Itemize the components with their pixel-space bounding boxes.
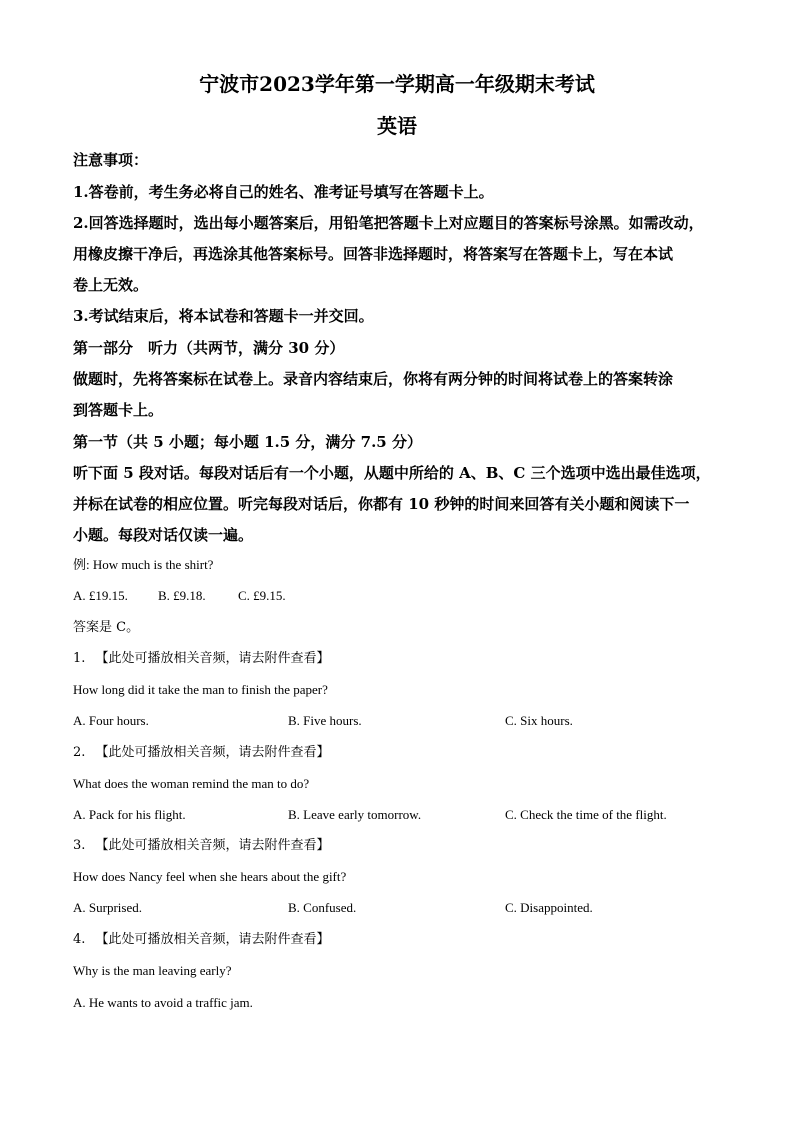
question-2-option-b: B. Leave early tomorrow. (288, 807, 422, 822)
question-number: 4. (73, 932, 86, 947)
example-question: 例: How much is the shirt? (73, 557, 214, 572)
question-2-option-c: C. Check the time of the flight. (505, 807, 667, 822)
question-3-text: How does Nancy feel when she hears about the gift? (73, 869, 347, 884)
part1-intro: 做题时，先将答案标在试卷上。录音内容结束后，你将有两分钟的时间将试卷上的答案转涂 (73, 370, 674, 388)
audio-link[interactable]: 【此处可播放相关音频，请去附件查看】 (95, 838, 330, 853)
part1-intro-cont: 到答题卡上。 (73, 401, 164, 419)
question-3-option-b: B. Confused. (288, 900, 357, 915)
notice-item-1: 1.答卷前，考生务必将自己的姓名、准考证号填写在答题卡上。 (73, 183, 494, 201)
question-1-option-a: A. Four hours. (73, 713, 149, 728)
question-number: 2. (73, 745, 86, 760)
notice-item-3: 3.考试结束后，将本试卷和答题卡一并交回。 (73, 307, 374, 325)
question-1-header (73, 651, 330, 667)
audio-link[interactable]: 【此处可播放相关音频，请去附件查看】 (95, 651, 330, 666)
section1-instructions: 听下面 5 段对话。每段对话后有一个小题，从题中所给的 A、B、C 三个选项中选出最佳选项， (73, 464, 711, 482)
question-2-option-a: A. Pack for his flight. (73, 807, 186, 822)
question-4-option-a: A. He wants to avoid a traffic jam. (73, 995, 253, 1010)
audio-link[interactable]: 【此处可播放相关音频，请去附件查看】 (95, 932, 330, 947)
question-1-option-b: B. Five hours. (288, 713, 362, 728)
audio-link[interactable]: 【此处可播放相关音频，请去附件查看】 (95, 745, 330, 760)
notice-item-2: 2.回答选择题时，选出每小题答案后，用铅笔把答题卡上对应题目的答案标号涂黑。如需改动， (73, 214, 704, 232)
question-1-option-c: C. Six hours. (505, 713, 573, 728)
question-2-header (73, 745, 330, 761)
question-4-header (73, 932, 330, 948)
question-4-text: Why is the man leaving early? (73, 963, 232, 978)
question-3-option-a: A. Surprised. (73, 900, 142, 915)
example-option-a: A. £19.15. (73, 588, 128, 603)
exam-title: 宁波市2023学年第一学期高一年级期末考试 (199, 72, 595, 96)
notice-item-2-end: 卷上无效。 (73, 276, 149, 294)
section1-heading: 第一节（共 5 小题；每小题 1.5 分，满分 7.5 分） (73, 433, 422, 451)
section1-instructions-cont: 并标在试卷的相应位置。听完每段对话后，你都有 10 秒钟的时间来回答有关小题和阅读下一 (73, 495, 690, 513)
question-3-header (73, 838, 330, 854)
question-1-text: How long did it take the man to finish the paper? (73, 682, 328, 697)
example-answer: 答案是 C。 (73, 620, 140, 635)
example-option-c: C. £9.15. (238, 588, 286, 603)
part1-heading: 第一部分 听力（共两节，满分 30 分） (73, 339, 345, 357)
subject-title: 英语 (377, 114, 417, 138)
question-number: 1. (73, 651, 86, 666)
question-number: 3. (73, 838, 86, 853)
notice-heading: 注意事项： (73, 151, 149, 169)
notice-item-2-cont: 用橡皮擦干净后，再选涂其他答案标号。回答非选择题时，将答案写在答题卡上，写在本试 (73, 245, 674, 263)
question-2-text: What does the woman remind the man to do? (73, 776, 310, 791)
question-3-option-c: C. Disappointed. (505, 900, 593, 915)
section1-instructions-end: 小题。每段对话仅读一遍。 (73, 526, 254, 544)
example-option-b: B. £9.18. (158, 588, 206, 603)
